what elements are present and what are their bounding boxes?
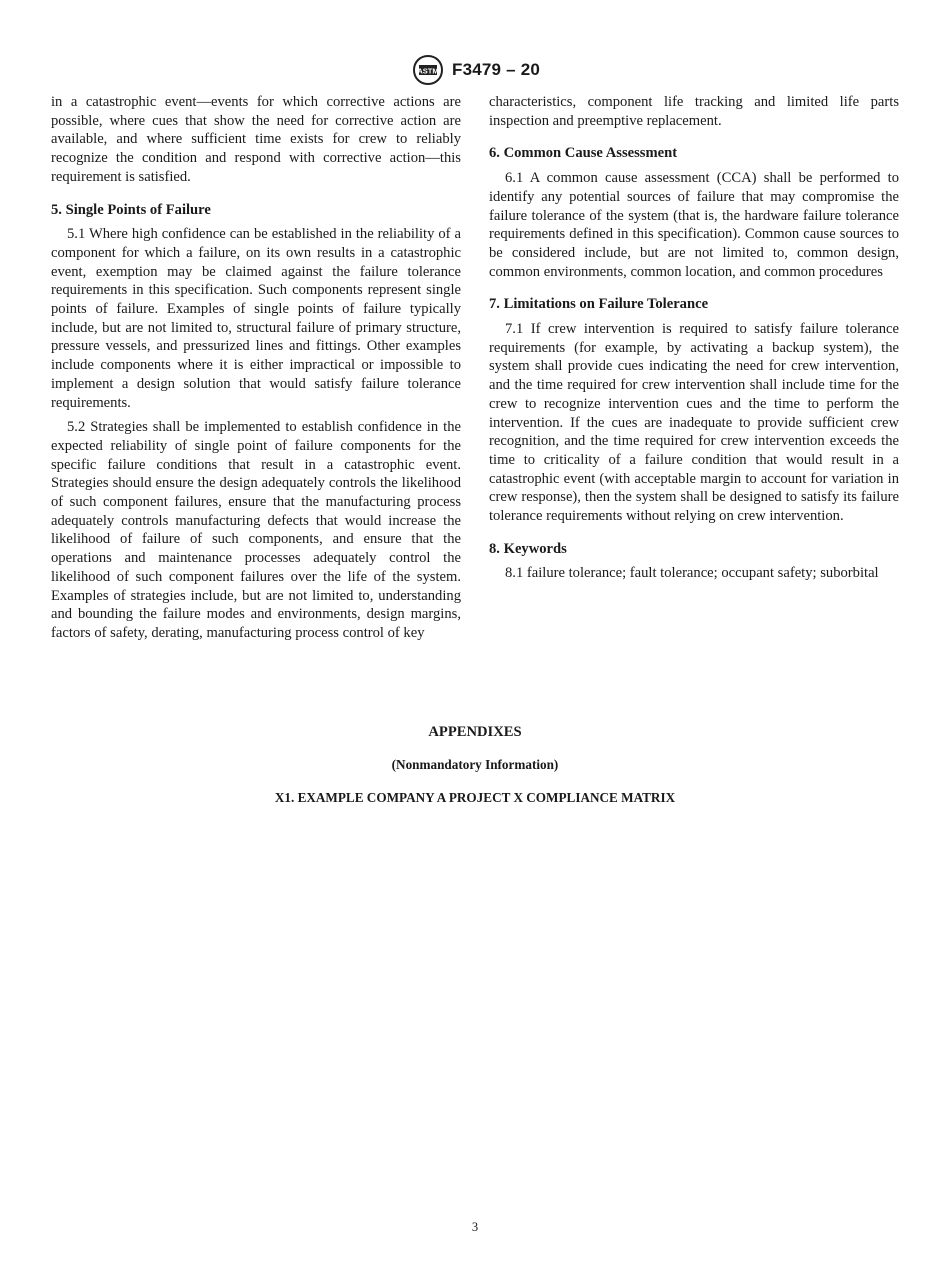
section-6-heading: 6. Common Cause Assessment [489, 145, 678, 162]
section-8-heading: 8. Keywords [489, 540, 567, 557]
continuation-paragraph: characteristics, component life tracking and limited life parts inspection and preemptive replacement. [489, 94, 899, 129]
paragraph-5-2: 5.2 Strategies shall be implemented to establish confidence in the expected reliability of single point of failure components for the specific failure conditions that result in a catastrophic event. Strategies should ensure the design adequately controls the likelihood of such component failures, ensure that the manufacturing process adequately controls manufacturing defects that would increase the likelihood of failure of such components, and ensure that the operations and maintenance processes adequately control the likelihood of such component failures over the life of the system. Examples of strategies include, but are not limited to, understanding and bounding the failure modes and environments, design margins, factors of safety, derating, manufacturing process control of key [51, 419, 461, 641]
appendix-title: APPENDIXES [428, 724, 522, 740]
page-number: 3 [471, 1220, 479, 1234]
paragraph-5-1: 5.1 Where high confidence can be established in the reliability of a component for which a failure, on its own results in a catastrophic event, exemption may be claimed against the failure tolerance requirements in this specification. Such components represent single points of failure. Examples of single points of failure typically include, but are not limited to, structural failure of primary structure, pressure vessels, and pressurized lines and fittings. Other examples include components where it is either impractical or impossible to implement a design solution that would satisfy failure tolerance requirements. [51, 226, 461, 411]
paragraph-8-1: 8.1 failure tolerance; fault tolerance; occupant safety; suborbital [505, 565, 879, 582]
appendix-block [0, 724, 950, 806]
paragraph-6-1: 6.1 A common cause assessment (CCA) shall be performed to identify any potential sources of failure that may compromise the failure tolerance of the system (that is, the hardware failure tolerance requirements defined in this specification). Common cause sources to be considered include, but are not limited to, common design, common environments, common location, and common procedures [489, 170, 899, 280]
appendix-subtitle: (Nonmandatory Information) [391, 757, 559, 772]
left-column [51, 93, 461, 649]
page-header [0, 52, 950, 88]
astm-logo-icon [410, 52, 446, 88]
document-id: F3479 – 20 [451, 60, 540, 79]
continuation-paragraph: in a catastrophic event—events for which corrective actions are possible, where cues that show the need for corrective action are available, and where sufficient time exists for crew to reliably recognize the condition and respond with corrective action—this requirement is satisfied. [51, 94, 461, 185]
paragraph-7-1: 7.1 If crew intervention is required to satisfy failure tolerance requirements (for example, by activating a backup system), the system shall provide cues indicating the need for crew intervention, and the time required for crew intervention shall include time for the crew to recognize intervention cues and the time to perform the intervention. If the cues are inadequate to provide sufficient crew recognition, and the time required for crew intervention exceeds the time to criticality of a failure condition that would result in a catastrophic event (with acceptable margin to account for variation in crew response), then the system shall be designed to satisfy its failure tolerance requirements without relying on crew intervention. [489, 321, 899, 525]
right-column [489, 93, 899, 589]
appendix-x1-title: X1. EXAMPLE COMPANY A PROJECT X COMPLIANCE MATRIX [274, 790, 676, 805]
section-5-heading: 5. Single Points of Failure [51, 201, 211, 218]
section-7-heading: 7. Limitations on Failure Tolerance [489, 296, 709, 313]
logo-text: ASTM [417, 66, 439, 76]
